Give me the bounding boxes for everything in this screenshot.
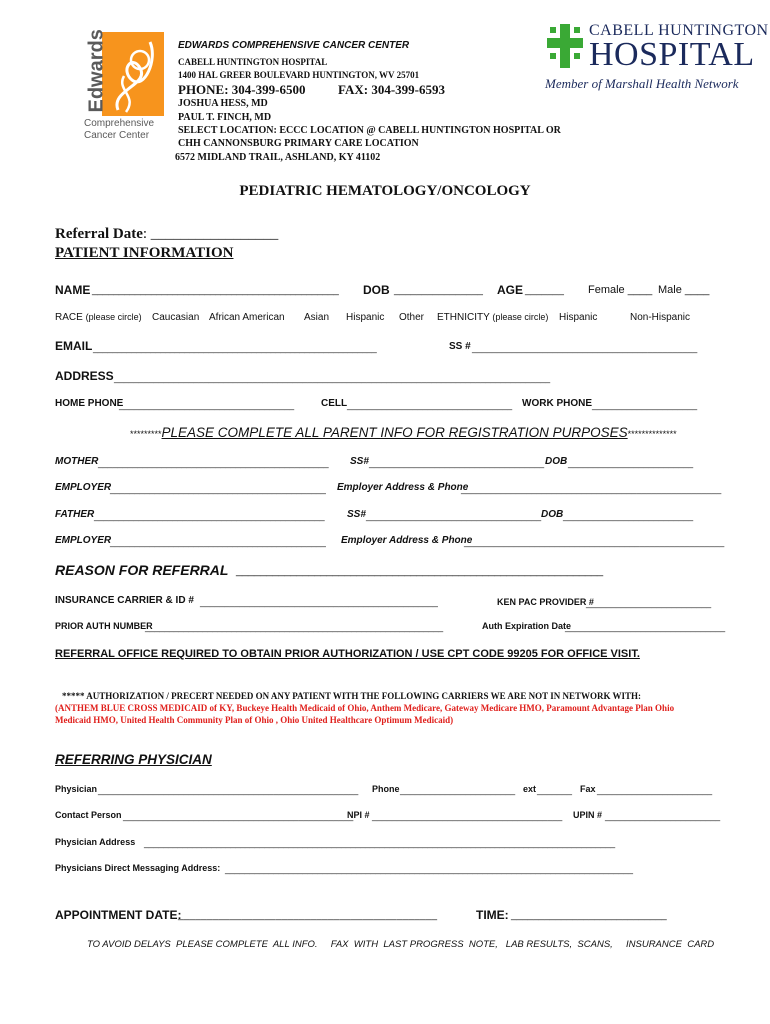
ethnicity-option-hispanic[interactable]: Hispanic xyxy=(559,312,598,323)
npi-label: NPI # xyxy=(347,810,370,820)
header-location1: SELECT LOCATION: ECCC LOCATION @ CABELL HUNTINGTON HOSPITAL OR xyxy=(178,125,561,136)
name-label: NAME xyxy=(55,283,91,297)
appointment-date-field[interactable]: _____________________________________________ xyxy=(178,910,438,921)
cell-label: CELL xyxy=(321,398,348,409)
ext-label: ext xyxy=(523,784,537,794)
office-notice: REFERRAL OFFICE REQUIRED TO OBTAIN PRIOR AUTHORIZATION / USE CPT CODE 99205 FOR OFFICE VISIT. xyxy=(55,648,640,660)
header-doctor2: PAUL T. FINCH, MD xyxy=(178,112,272,123)
work-phone-field[interactable]: _____________________ xyxy=(592,400,698,410)
cabell-logo xyxy=(543,20,769,95)
employer1-address-label: Employer Address & Phone xyxy=(337,482,469,493)
race-label: RACE xyxy=(55,312,83,323)
auth-notice-line3: Medicaid HMO, United Health Community Plan of Ohio , Ohio United Healthcare Optimum Medicaid) xyxy=(55,715,454,725)
kenpac-label: KEN PAC PROVIDER # xyxy=(497,597,594,607)
footer-notice: TO AVOID DELAYS PLEASE COMPLETE ALL INFO. FAX WITH LAST PROGRESS NOTE, LAB RESULTS, SCANS, INSURANCE CARD xyxy=(87,939,715,950)
contact-person-field[interactable]: ______________________________________________ xyxy=(123,811,354,821)
time-field[interactable]: ____________________________ xyxy=(511,910,667,921)
cabell-line1: CABELL HUNTINGTON xyxy=(589,22,769,39)
email-label: EMAIL xyxy=(55,339,93,353)
upin-label: UPIN # xyxy=(573,810,603,820)
race-option-caucasian[interactable]: Caucasian xyxy=(152,312,200,323)
referral-date-colon: : xyxy=(142,226,148,242)
employer1-address-field[interactable]: ____________________________________________________ xyxy=(461,484,722,494)
referral-date-row xyxy=(55,226,278,243)
prior-auth-label: PRIOR AUTH NUMBER xyxy=(55,621,153,631)
referring-physician-heading: REFERRING PHYSICIAN xyxy=(55,752,212,767)
ethnicity-label: ETHNICITY xyxy=(437,312,490,323)
edwards-brand-text: Edwards xyxy=(85,29,108,113)
race-option-asian[interactable]: Asian xyxy=(304,312,330,323)
race-option-hispanic[interactable]: Hispanic xyxy=(346,312,385,323)
mother-ss-field[interactable]: ___________________________________ xyxy=(369,458,545,468)
email-field[interactable]: ___________________________________________________________ xyxy=(93,343,377,353)
upin-field[interactable]: _______________________ xyxy=(605,811,721,821)
female-option[interactable]: Female ____ xyxy=(588,284,653,296)
mother-label: MOTHER xyxy=(55,456,99,467)
header-fax: FAX: 304-399-6593 xyxy=(338,82,445,97)
referral-date-label: Referral Date xyxy=(55,226,143,242)
edwards-logo xyxy=(80,30,175,145)
physician-address-field[interactable]: __________________________________________________________________________________________________ xyxy=(144,838,615,848)
ethnicity-hint: (please circle) xyxy=(492,312,549,322)
ss-field[interactable]: _____________________________________________ xyxy=(472,343,698,353)
cabell-cross-icon xyxy=(545,22,585,70)
auth-notice-line2: (ANTHEM BLUE CROSS MEDICAID of KY, Buckeye Health Medicaid of Ohio, Anthem Medicare, Gateway Medicare HMO, Paramount Advantage Plan Ohio xyxy=(55,703,675,713)
messaging-label: Physicians Direct Messaging Address: xyxy=(55,863,221,873)
age-label: AGE xyxy=(497,283,524,297)
patient-info-heading: PATIENT INFORMATION xyxy=(55,245,234,261)
ethnicity-option-non-hispanic[interactable]: Non-Hispanic xyxy=(630,312,691,323)
employer1-field[interactable]: ____________________________________________ xyxy=(110,484,326,494)
age-field[interactable]: _______ xyxy=(525,285,564,296)
npi-field[interactable]: ______________________________________ xyxy=(372,811,563,821)
header-address: 1400 HAL GREER BOULEVARD HUNTINGTON, WV 25701 xyxy=(178,70,420,80)
auth-notice-line1: ***** AUTHORIZATION / PRECERT NEEDED ON ANY PATIENT WITH THE FOLLOWING CARRIERS WE ARE NOT IN NETWORK WITH: xyxy=(62,691,642,701)
mother-dob-label: DOB xyxy=(545,456,568,467)
fax-label: Fax xyxy=(580,784,596,794)
race-row xyxy=(55,312,142,323)
dob-label: DOB xyxy=(363,283,390,297)
employer2-address-label: Employer Address & Phone xyxy=(341,535,473,546)
address-field[interactable]: ________________________________________________________________________________________ xyxy=(114,373,551,383)
parent-notice-text: PLEASE COMPLETE ALL PARENT INFO FOR REGISTRATION PURPOSES xyxy=(161,425,628,440)
physician-field[interactable]: ____________________________________________________ xyxy=(98,785,359,795)
home-phone-label: HOME PHONE xyxy=(55,398,124,409)
form-title: PEDIATRIC HEMATOLOGY/ONCOLOGY xyxy=(239,183,531,199)
mother-ss-label: SS# xyxy=(350,456,369,467)
father-ss-field[interactable]: ___________________________________ xyxy=(366,511,542,521)
edwards-sub1: Comprehensive xyxy=(84,118,155,129)
address-label: ADDRESS xyxy=(55,369,114,383)
reason-field[interactable]: _____________________________________________________________ xyxy=(236,565,604,577)
messaging-field[interactable]: ____________________________________________________________________________________ xyxy=(225,864,633,874)
parent-notice-prefix: ********* xyxy=(130,429,162,439)
insurance-label: INSURANCE CARRIER & ID # xyxy=(55,595,194,606)
header-doctor1: JOSHUA HESS, MD xyxy=(178,98,268,109)
name-field[interactable]: ______________________________________________ xyxy=(92,285,339,296)
auth-expiration-field[interactable]: ________________________________ xyxy=(565,622,726,632)
parent-notice xyxy=(130,424,677,442)
father-field[interactable]: _______________________________________________ xyxy=(94,511,325,521)
father-ss-label: SS# xyxy=(347,509,366,520)
race-option-other[interactable]: Other xyxy=(399,312,425,323)
mother-dob-field[interactable]: _________________________ xyxy=(568,458,694,468)
father-label: FATHER xyxy=(55,509,95,520)
insurance-field[interactable]: ________________________________________________ xyxy=(200,597,438,607)
employer1-label: EMPLOYER xyxy=(55,482,112,493)
home-phone-field[interactable]: ___________________________________ xyxy=(119,400,295,410)
physician-address-label: Physician Address xyxy=(55,837,136,847)
employer2-field[interactable]: ____________________________________________ xyxy=(110,537,326,547)
header-location3: 6572 MIDLAND TRAIL, ASHLAND, KY 41102 xyxy=(175,152,381,163)
cell-field[interactable]: _________________________________ xyxy=(347,400,513,410)
dob-field[interactable]: ________________ xyxy=(394,285,483,296)
work-phone-label: WORK PHONE xyxy=(522,398,592,409)
contact-person-label: Contact Person xyxy=(55,810,122,820)
header-hospital: CABELL HUNTINGTON HOSPITAL xyxy=(178,57,328,67)
race-option-african-american[interactable]: African American xyxy=(209,312,285,323)
fax-field[interactable]: _______________________ xyxy=(597,785,713,795)
prior-auth-field[interactable]: ______________________________________________________________ xyxy=(145,622,443,632)
father-dob-field[interactable]: __________________________ xyxy=(563,511,694,521)
phone-field[interactable]: _______________________ xyxy=(400,785,516,795)
ss-label: SS # xyxy=(449,341,471,352)
cabell-line2: HOSPITAL xyxy=(589,36,755,73)
male-option[interactable]: Male ____ xyxy=(658,284,710,296)
edwards-sub2: Cancer Center xyxy=(84,130,150,141)
appointment-date-label: APPOINTMENT DATE: xyxy=(55,908,182,922)
parent-notice-suffix: ************** xyxy=(627,429,677,439)
father-dob-label: DOB xyxy=(541,509,564,520)
phone-label: Phone xyxy=(372,784,400,794)
header-center-name: EDWARDS COMPREHENSIVE CANCER CENTER xyxy=(178,40,410,51)
kenpac-field[interactable]: _________________________ xyxy=(586,598,712,608)
auth-expiration-label: Auth Expiration Date xyxy=(482,621,572,631)
cabell-tagline: Member of Marshall Health Network xyxy=(545,76,739,91)
physician-label: Physician xyxy=(55,784,98,794)
employer2-label: EMPLOYER xyxy=(55,535,112,546)
employer2-address-field[interactable]: ____________________________________________________ xyxy=(464,537,725,547)
referral-date-field[interactable]: _________________ xyxy=(150,226,279,242)
mother-field[interactable]: _______________________________________________ xyxy=(98,458,329,468)
ext-field[interactable]: _______ xyxy=(537,785,573,795)
ethnicity-row xyxy=(437,312,548,323)
header-phone: PHONE: 304-399-6500 xyxy=(178,82,306,97)
header-location2: CHH CANNONSBURG PRIMARY CARE LOCATION xyxy=(178,138,419,149)
reason-label: REASON FOR REFERRAL xyxy=(55,562,229,578)
time-label: TIME: xyxy=(476,908,509,922)
race-hint: (please circle) xyxy=(85,312,142,322)
